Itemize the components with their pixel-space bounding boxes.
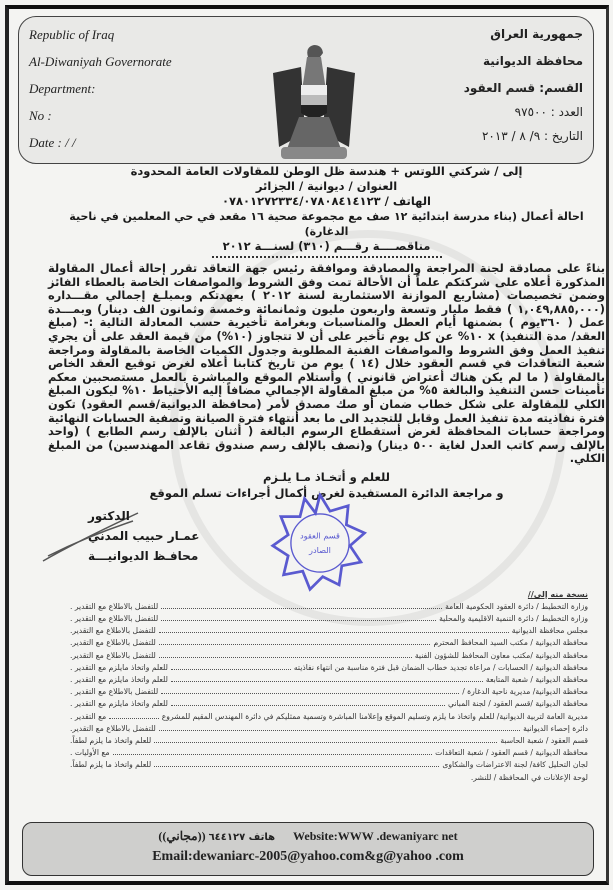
- dotted-leader: [159, 652, 412, 658]
- signatory-name: عمـار حبيب المدني: [88, 528, 200, 543]
- copy-recipient: قسم العقود / شعبة الحاسبة: [500, 735, 588, 745]
- copy-recipient: محافظة الديوانية / شعبة المتابعة: [485, 675, 588, 685]
- copy-recipient-row: [70, 747, 588, 759]
- dotted-leader: [159, 639, 431, 645]
- copies-title: نسخة منه إلى//: [527, 589, 588, 599]
- footer-website: ((مجاني))Website:WWW .dewaniyarc net: [158, 829, 458, 843]
- copy-recipient-row: [70, 625, 588, 637]
- divider: [212, 256, 442, 258]
- ar-number: العدد : ٩٧٥٠٠: [514, 105, 583, 119]
- copy-recipient: محافظة الديوانية/ مديرية ناحية الدغارة /: [462, 687, 588, 697]
- copy-recipient: محافظة الديوانية / الحسابات / مراعاة تجديد خطاب الضمان قبل فترة مناسبة من انتهاء نفاذيته: [293, 662, 588, 672]
- ar-department: القسم: قسم العقود: [463, 81, 583, 95]
- signatory-position: محافـظ الديوانيـــة: [88, 548, 199, 563]
- copy-recipient-row: [70, 698, 588, 710]
- copies-list: [70, 589, 588, 784]
- copy-recipient-row: [70, 711, 588, 723]
- en-governorate: Al-Diwaniyah Governorate: [29, 54, 172, 69]
- dotted-leader: [161, 688, 459, 694]
- copy-recipient: مجلس محافظة الديوانية: [511, 626, 588, 636]
- copy-recipient: محافظة الديوانية / مكتب السيد المحافظ المحترم: [433, 638, 588, 648]
- copy-recipient-row: [70, 637, 588, 649]
- copy-recipient-row: [70, 613, 588, 625]
- copy-action: للتفضل بالاطلاع مع التقدير.: [70, 723, 156, 733]
- copy-action: للتفضل بالاطلاع مع التقدير .: [70, 601, 159, 611]
- closing-followup: و مراجعة الدائرة المستفيدة لغرض أكمال أجراءات تسلم الموقع: [149, 485, 504, 500]
- copy-recipient: لوحة الإعلانات في المحافظة / للنشر.: [470, 772, 588, 782]
- copy-recipient-row: [70, 723, 588, 735]
- iraq-emblem-icon: [269, 37, 359, 165]
- copy-recipient: وزارة التخطيط / دائرة التنمية الاقليمية والمحلية: [439, 614, 588, 624]
- recipient-line: إلى / شركتي اللوتس + هندسة ظل الوطن للمقاولات العامة المحدودة: [130, 164, 523, 178]
- copy-action: مع التقدير .: [70, 711, 107, 721]
- dotted-leader: [171, 676, 483, 682]
- footer-phone: هاتف ٦٤٤١٢٧: [208, 832, 276, 843]
- svg-text:الصادر: الصادر: [309, 544, 331, 555]
- copy-recipient: لجان التحليل كافة/ لجنة الاعتراضات والشكاوى: [442, 760, 588, 770]
- signature-block: [48, 501, 605, 589]
- en-department: Department:: [29, 81, 96, 96]
- recipient-phone: الهاتف / ٠٧٨٠١٢٧٢٣٣٤/٠٧٨٠٨٤١٤١٢٣: [221, 194, 432, 208]
- subject: احالة أعمال (بناء مدرسة ابتدائية ١٢ صف مع مجموعة صحية ١٦ مقعد في حي المعلمين في ناحية الدغارة): [69, 210, 584, 238]
- copy-recipient-row: [70, 674, 588, 686]
- copy-action: للعلم واتخاذ مايلزم مع التقدير .: [70, 699, 168, 709]
- copy-recipient: مديرية العامة لتربية الديوانية/ للعلم واتخاذ ما يلزم وتسليم الموقع وإعلامنا المباشرة وتسمية ممثليكم في دائرة المهندس المقيم للمشروع: [161, 711, 588, 721]
- ar-governorate: محافظة الديوانية: [483, 54, 583, 68]
- dotted-leader: [159, 627, 509, 633]
- copy-action: للتفضل بالاطلاع مع التقدير .: [70, 687, 159, 697]
- dotted-leader: [154, 737, 497, 743]
- copy-recipient-row: [70, 735, 588, 747]
- dotted-leader: [161, 603, 442, 609]
- copy-recipient: محافظة الديوانية / قسم العقود / شعبة التعاقدات: [435, 748, 588, 758]
- copy-recipient: وزارة التخطيط / دائرة العقود الحكومية العامة: [445, 601, 588, 611]
- dotted-leader: [171, 664, 291, 670]
- copy-action: للعلم واتخاذ مايلزم مع التقدير .: [70, 675, 168, 685]
- copy-recipient: محافظة الديوانية /مكتب معاون المحافظ للشؤون الفنية: [414, 650, 588, 660]
- dotted-leader: [159, 725, 520, 731]
- letter-body: بناءً على مصادقة لجنة المراجعة والمصادقة وموافقة رئيس جهة التعاقد تقرر إحالة أعمال المقاولة المذكورة أعلاه على شركتكم علماً أن الأحالة تمت وفق الشروط والمواصفات الخاصة بالعطاء الفائز وضمن تخصيصات (مشاريع الموازنة الاستثمارية لسنة ٢٠١٢ ) بعهدتكم وبمبلـغ إجمالي مقـــداره (١,٠٤٩,٨٨٥,٠٠٠ ) فقط مليار وتسعة واربعون مليون وثمانمائة وخمسة وثمانون الف دينار) وبمـــدة عمل ( ٣٦٠يوم ) بضمنها أيام العطل والمناسبات وبغرامة تأخيرية حسب المعادلة التالية :- (مبلغ العقد/ مدة التنفيذ) x ١٠% عن كل يوم تأخير على أن لا تتجاوز (١٠%) من قيمة العقد على أن يجري تنفيذ العمل وفق الشروط والمواصفات الفنية المطلوبة وجدول الكميات الخاصة بالمقاولة ومراجعة شعبة التعاقدات في قسم العقود خلال (١٤ ) يوم من تاريخ كتابنا أعلاه لغرض توقيع العقد الخاص بالمقاولة ( ما لم يكن هناك أعتراض قانوني ) وأستلام الموقع والمباشرة بالعمل مستصحبين معكم تأمينات حسن التنفيذ والبالغة ٥% من مبلغ المقاولة الإجمالي مضافاً إليه الأحتياط ١٠% ليكون المبلغ الكلي للمقاولة على شكل خطاب ضمان أو صك مصدق لأمر (محافظة الديوانية/قسم العقود) تكون فترة نفاذيته مدة تنفيذ العمل وقابل للتجديد الى ما بعد أنتهاء فترة الصيانة وتصفية الحسابات النهائية ومراجعة حسابات المحافظة لغرض أستقطاع الرسوم البالغة ( أثنان بالإلف رسم الطابع ) (واحد بالإلف رسم كاتب العدل لغاية ٥٠٠ دينار) و(نصف بالإلف رسم صندوق تقاعد المهندسين) من المبلغ الكلي.: [48, 261, 606, 466]
- en-date: Date : / /: [29, 135, 76, 150]
- ar-country: جمهورية العراق: [490, 27, 583, 41]
- copy-action: للتفضل بالاطلاع مع التقدير.: [70, 638, 156, 648]
- dotted-leader: [113, 749, 433, 755]
- copy-recipient-row: [70, 601, 588, 613]
- letterhead: [18, 16, 594, 164]
- official-stamp-icon: [270, 493, 370, 593]
- footer: [22, 822, 594, 876]
- en-country: Republic of Iraq: [29, 27, 115, 42]
- dotted-leader: [109, 713, 159, 719]
- svg-text:قسم العقود: قسم العقود: [300, 530, 340, 541]
- copy-action: للتفضل بالاطلاع مع التقدير .: [70, 614, 159, 624]
- copy-recipient: محافظة الديوانية /قسم العقود / لجنة المباني: [448, 699, 588, 709]
- signatory-title: الدكتور: [88, 508, 130, 523]
- dotted-leader: [171, 700, 445, 706]
- copy-action: للعلم واتخاذ مايلزم مع التقدير .: [70, 662, 168, 672]
- copy-action: مع الأوليات .: [70, 748, 110, 758]
- copy-recipient-row: [70, 772, 588, 784]
- copy-action: للعلم واتخاذ ما يلزم لطفاً.: [70, 735, 152, 745]
- dotted-leader: [161, 615, 436, 621]
- footer-contact: [23, 829, 593, 844]
- tender-number: مناقصــــة رقـــم (٣١٠) لسنـــة ٢٠١٢: [222, 239, 431, 253]
- copy-action: للعلم واتخاذ ما يلزم لطفاً.: [70, 760, 152, 770]
- copy-recipient-row: [70, 759, 588, 771]
- copy-recipient: دائرة إحصاء الديوانية: [523, 723, 588, 733]
- en-number: No :: [29, 108, 52, 123]
- ar-date: التاريخ : ٩/ ٨ / ٢٠١٣: [481, 129, 583, 143]
- recipient-address: العنوان / ديوانية / الجزائر: [255, 179, 398, 193]
- letter-content: [48, 164, 605, 784]
- copy-action: للتفضل بالاطلاع مع التقدير.: [70, 650, 156, 660]
- footer-email: Email:dewaniarc-2005@yahoo.com&g@yahoo .com: [152, 849, 464, 864]
- copy-recipient-row: [70, 650, 588, 662]
- copy-recipient-row: [70, 686, 588, 698]
- copy-action: للتفضل بالاطلاع مع التقدير.: [70, 626, 156, 636]
- copy-recipient-row: [70, 662, 588, 674]
- dotted-leader: [154, 761, 439, 767]
- closing-note: للعلم و أتخـاذ مـا يلـزم: [263, 469, 390, 484]
